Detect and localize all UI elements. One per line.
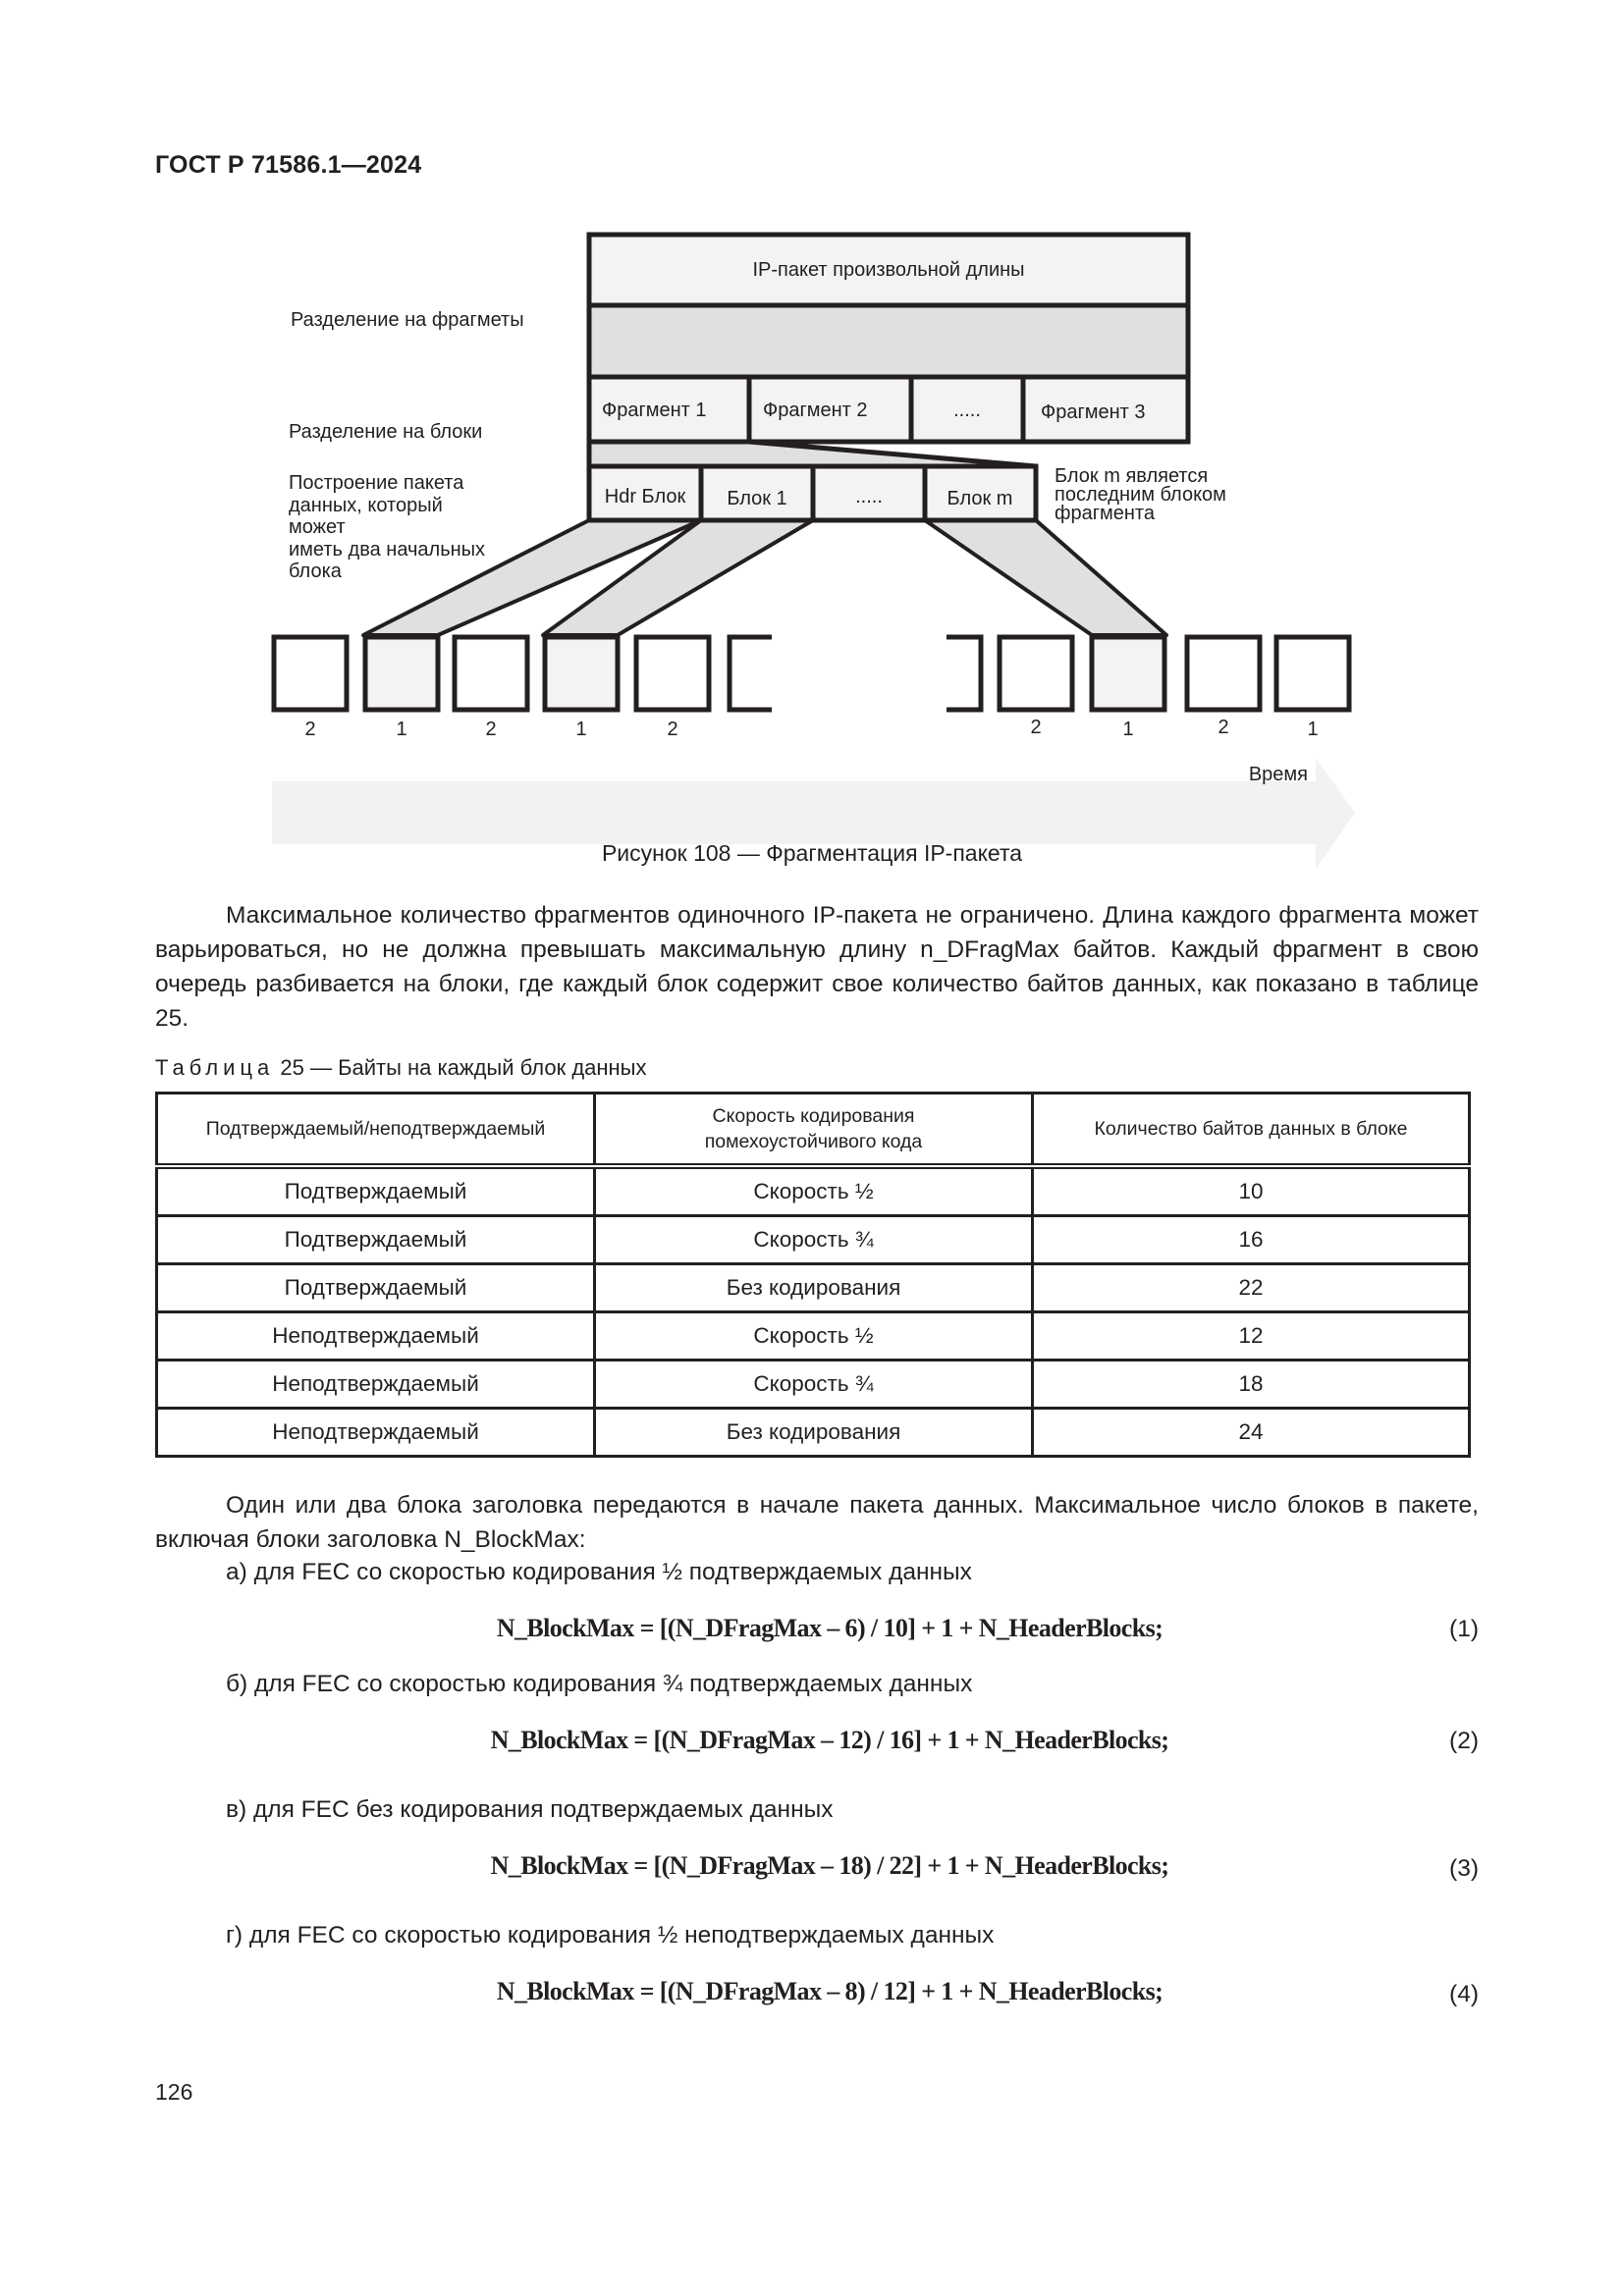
ip-packet-label: IP-пакет произвольной длины [752, 259, 1025, 281]
label-block-split: Разделение на блоки [289, 421, 483, 443]
cell-bytes: 16 [1033, 1216, 1470, 1264]
cell-ack-type: Подтверждаемый [157, 1264, 595, 1312]
sequence-box [1187, 637, 1260, 710]
sequence-box-highlighted [365, 637, 438, 710]
paragraph-header-blocks: Один или два блока заголовка передаются в начале пакета данных. Максимальное число блоков в пакете, включая блоки заголовка N_BlockMax: [155, 1492, 1479, 1553]
sequence-number: 2 [1218, 717, 1229, 738]
block-label: Блок 1 [727, 488, 787, 509]
sequence-number: 1 [396, 719, 407, 740]
block-m-note: Блок m является последним блоком фрагмента [1055, 465, 1226, 524]
equation-number-3: (3) [1449, 1855, 1479, 1882]
formula-2: N_BlockMax = [(N_DFragMax – 12) / 16] + 1 + N_HeaderBlocks; [490, 1726, 1169, 1754]
formula-1: N_BlockMax = [(N_DFragMax – 6) / 10] + 1 + N_HeaderBlocks; [496, 1614, 1164, 1642]
sequence-box-highlighted [545, 637, 618, 710]
bytes-per-block-table [155, 1092, 1471, 1458]
cell-bytes: 22 [1033, 1264, 1470, 1312]
equation-number-2: (2) [1449, 1728, 1479, 1754]
formula-4: N_BlockMax = [(N_DFragMax – 8) / 12] + 1 + N_HeaderBlocks; [496, 1977, 1164, 2005]
cell-bytes: 12 [1033, 1312, 1470, 1361]
blockm-ribbon [925, 520, 1166, 635]
label-build-packet: Построение пакета данных, который может иметь два начальных блока [289, 472, 486, 582]
table-row [157, 1264, 1470, 1312]
table-row [157, 1312, 1470, 1361]
header-ack: Подтверждаемый/неподтверждаемый [157, 1094, 595, 1167]
page-number: 126 [155, 2079, 193, 2105]
sequence-box-partial [730, 637, 772, 710]
sequence-number: 2 [1030, 717, 1042, 738]
sequence-number: 1 [575, 719, 587, 740]
fragmentation-diagram [0, 0, 1624, 883]
header-fec-rate: Скорость кодирования помехоустойчивого кода [595, 1094, 1033, 1167]
cell-ack-type: Подтверждаемый [157, 1166, 595, 1216]
table-row [157, 1166, 1470, 1216]
sequence-right [947, 637, 1349, 710]
sequence-box [636, 637, 709, 710]
cell-ack-type: Подтверждаемый [157, 1216, 595, 1264]
sequence-left [274, 637, 772, 710]
sequence-number: 1 [1307, 719, 1319, 740]
block-label: ..... [855, 486, 883, 507]
equation-number-4: (4) [1449, 1981, 1479, 2007]
cell-fec-rate: Скорость ¾ [595, 1361, 1033, 1409]
fragments-row [589, 377, 1188, 442]
table-header-row [157, 1094, 1470, 1167]
table-row [157, 1216, 1470, 1264]
fragment-label: Фрагмент 3 [1041, 401, 1146, 423]
paragraph-fragments: Максимальное количество фрагментов одиночного IP-пакета не ограничено. Длина каждого фрагмента может варьироваться, но не должна превышать максимальную длину n_DFragMax байтов. Каждый фрагмент в свою очередь разбивается на блоки, где каждый блок содержит свое количество байтов данных, как показано в таблице 25. [155, 902, 1479, 1032]
table-row [157, 1361, 1470, 1409]
document-header: ГОСТ Р 71586.1—2024 [155, 151, 422, 179]
cell-bytes: 18 [1033, 1361, 1470, 1409]
header-bytes: Количество байтов данных в блоке [1033, 1094, 1470, 1167]
sequence-box [274, 637, 347, 710]
list-item-c: в) для FEC без кодирования подтверждаемых данных [226, 1796, 834, 1823]
sequence-box [455, 637, 527, 710]
sequence-number: 1 [1122, 719, 1134, 740]
equation-number-1: (1) [1449, 1616, 1479, 1642]
sequence-box [1000, 637, 1072, 710]
cell-ack-type: Неподтверждаемый [157, 1312, 595, 1361]
sequence-box-partial [947, 637, 981, 710]
block-label: Hdr Блок [604, 486, 686, 507]
table-title: Таблица 25 — Байты на каждый блок данных [155, 1055, 647, 1080]
block-label: Блок m [947, 488, 1013, 509]
list-item-a: а) для FEC со скоростью кодирования ½ подтверждаемых данных [226, 1559, 972, 1585]
cell-bytes: 24 [1033, 1409, 1470, 1457]
sequence-box [1276, 637, 1349, 710]
sequence-box-highlighted [1092, 637, 1164, 710]
sequence-number: 2 [304, 719, 316, 740]
fragment-label: ..... [953, 400, 981, 421]
cell-ack-type: Неподтверждаемый [157, 1409, 595, 1457]
list-item-d: г) для FEC со скоростью кодирования ½ неподтверждаемых данных [226, 1922, 995, 1949]
cell-fec-rate: Скорость ¾ [595, 1216, 1033, 1264]
fragment-label: Фрагмент 2 [763, 400, 868, 421]
sequence-number: 2 [485, 719, 497, 740]
label-fragment-split: Разделение на фрагметы [291, 309, 524, 331]
list-item-b: б) для FEC со скоростью кодирования ¾ подтверждаемых данных [226, 1671, 973, 1697]
cell-fec-rate: Без кодирования [595, 1409, 1033, 1457]
cell-fec-rate: Скорость ½ [595, 1166, 1033, 1216]
fragment-label: Фрагмент 1 [602, 400, 707, 421]
fragment-split-band [589, 305, 1188, 377]
blocks-row [589, 466, 1036, 520]
formula-3: N_BlockMax = [(N_DFragMax – 18) / 22] + 1 + N_HeaderBlocks; [490, 1851, 1169, 1880]
table-row [157, 1409, 1470, 1457]
sequence-number: 2 [667, 719, 678, 740]
cell-fec-rate: Без кодирования [595, 1264, 1033, 1312]
cell-bytes: 10 [1033, 1166, 1470, 1216]
figure-caption: Рисунок 108 — Фрагментация IP-пакета [601, 840, 1023, 866]
sequence-numbers [304, 717, 1318, 740]
cell-fec-rate: Скорость ½ [595, 1312, 1033, 1361]
cell-ack-type: Неподтверждаемый [157, 1361, 595, 1409]
time-label: Время [1248, 764, 1308, 785]
